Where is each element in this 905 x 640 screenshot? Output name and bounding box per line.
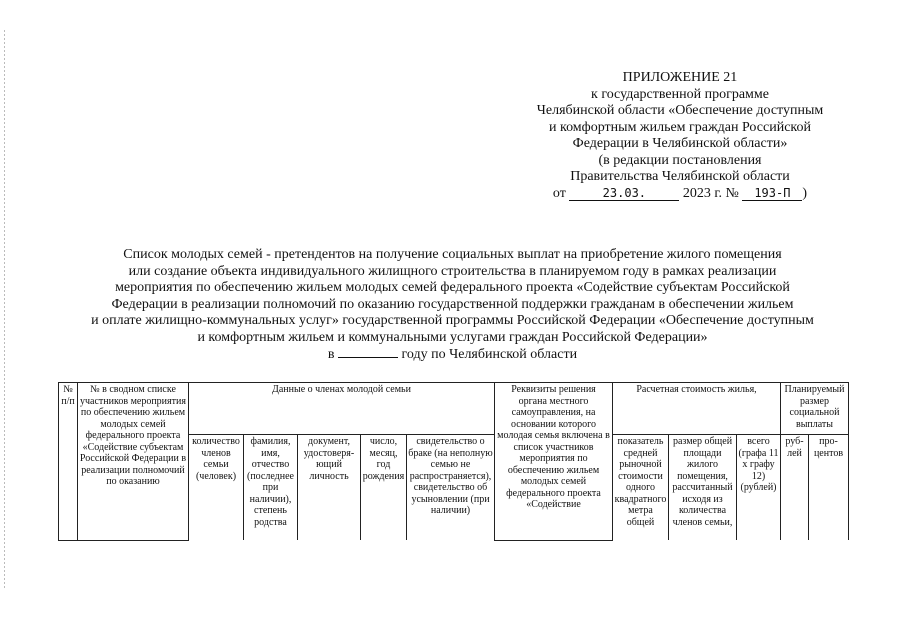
- col-percent: про-центов: [809, 435, 849, 541]
- title-line: и оплате жилищно-коммунальных услуг» государственной программы Российской Федерации «Обеспечение доступным: [91, 313, 814, 328]
- col-num: № п/п: [59, 383, 78, 541]
- title-line: Федерации в реализации полномочий по оказанию государственной поддержки гражданам в обеспечении жильем: [111, 296, 794, 312]
- title-line: мероприятия по обеспечению жильем молодых семей федерального проекта «Содействие субъектам Российской: [115, 280, 790, 295]
- appendix-line: Федерации в Челябинской области»: [572, 136, 788, 151]
- appendix-line: к государственной программе: [591, 86, 769, 102]
- appendix-header: [500, 70, 860, 202]
- col-id-document: документ, удостоверя-ющий личность: [298, 435, 361, 541]
- document-title: [30, 247, 875, 364]
- year-prefix: в: [327, 347, 335, 362]
- appendix-line: и комфортным жильем граждан Российской: [548, 119, 811, 135]
- resolution-date: 23.03.: [569, 187, 679, 201]
- col-birth-date: число, месяц, год рождения: [361, 435, 407, 541]
- year-suffix: году по Челябинской области: [401, 347, 578, 362]
- families-table: [58, 382, 849, 541]
- appendix-line: (в редакции постановления: [598, 152, 762, 168]
- col-decision-details: Реквизиты решения органа местного самоуправления, на основании которого молодая семья включена в список участников мероприятия по обеспечению жильем молодых семей федерального проекта «Содействие: [495, 383, 613, 541]
- appendix-line: Правительства Челябинской области: [570, 169, 790, 184]
- title-line: или создание объекта индивидуального жилищного строительства в планируемом году в рамках реализации: [128, 263, 777, 279]
- resolution-date-line: [500, 186, 860, 203]
- year-number-text: 2023 г. №: [682, 185, 739, 201]
- title-line: Список молодых семей - претендентов на получение социальных выплат на приобретение жилого помещения: [123, 247, 782, 262]
- group-housing-cost: Расчетная стоимость жилья,: [613, 383, 781, 435]
- close-paren: ): [802, 185, 808, 201]
- col-members-count: количество членов семьи (человек): [189, 435, 244, 541]
- col-rubles: руб-лей: [781, 435, 809, 541]
- appendix-title: ПРИЛОЖЕНИЕ 21: [622, 70, 738, 85]
- resolution-number: 193-П: [742, 187, 802, 201]
- appendix-line: Челябинской области «Обеспечение доступным: [536, 103, 824, 118]
- title-line: и комфортным жильем и коммунальными услугами граждан Российской Федерации»: [197, 329, 708, 345]
- col-marriage-certificate: свидетельство о браке (на неполную семью не распространяется), свидетельство об усыновлении (при наличии): [407, 435, 495, 541]
- group-family-data: Данные о членах молодой семьи: [189, 383, 495, 435]
- col-registry-number: № в сводном списке участников мероприятия по обеспечению жильем молодых семей федерального проекта «Содействие субъектам Российской Федерации в реализации полномочий по оказанию: [78, 383, 189, 541]
- year-blank: [338, 346, 398, 358]
- col-average-cost: показатель средней рыночной стоимости одного квадратного метра общей: [613, 435, 669, 541]
- col-total: всего (графа 11 х графу 12) (рублей): [737, 435, 781, 541]
- from-prefix: от: [552, 185, 566, 201]
- title-year-line: [30, 346, 875, 364]
- col-full-name: фамилия, имя, отчество (последнее при наличии), степень родства: [244, 435, 298, 541]
- scan-edge-dots: [4, 30, 5, 590]
- group-social-payment: Планируемый размер социальной выплаты: [781, 383, 849, 435]
- col-living-area: размер общей площади жилого помещения, рассчитанный исходя из количества членов семьи,: [669, 435, 737, 541]
